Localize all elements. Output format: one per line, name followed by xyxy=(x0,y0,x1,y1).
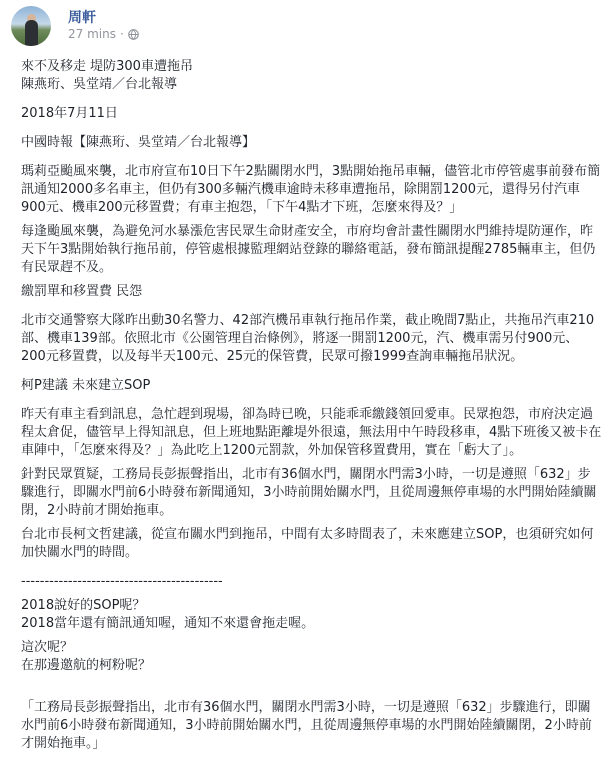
meta-separator: · xyxy=(119,27,124,41)
avatar[interactable] xyxy=(11,6,51,46)
divider-line: ------------------------------------------- xyxy=(21,574,223,589)
article-subheading: 柯P建議 未來建立SOP xyxy=(21,378,151,393)
article-source: 中國時報【陳燕珩、吳堂靖／台北報導】 xyxy=(21,135,256,150)
article-paragraph: 昨天有車主看到訊息，急忙趕到現場，卻為時已晚，只能乖乖繳錢領回愛車。民眾抱怨，市府決定過程太倉促，儘管早上得知訊息，但上班地點距離堤外很遠，無法用中午時段移車，4點下班後又被卡在車陣中，「怎麼來得及？」為此吃上1200元罰款，外加保管移置費用，實在「虧大了」。 xyxy=(21,407,602,458)
post-timestamp[interactable]: 27 mins xyxy=(68,27,116,41)
comment-line: 在那邊邀航的柯粉呢？ xyxy=(21,658,152,673)
article-subheading: 繳罰單和移置費 民怨 xyxy=(21,284,143,299)
globe-icon[interactable] xyxy=(128,29,139,40)
article-paragraph: 每逢颱風來襲，為避免河水暴漲危害民眾生命財產安全，市府均會計畫性關閉水門維持堤防運作，昨天下午3點開始執行拖吊前，停管處根據監理網站登錄的聯絡電話，發布簡訊提醒2785輛車主，但仍有民眾趕不及。 xyxy=(21,224,596,275)
comment-line: 2018當年還有簡訊通知喔，通知不來還會拖走喔。 xyxy=(21,616,315,631)
comment-line: 2018說好的SOP呢？ xyxy=(21,598,146,613)
article-paragraph: 針對民眾質疑，工務局長彭振聲指出，北市有36個水門，關閉水門需3小時，一切是遵照「632」步驟進行，即關水門前6小時發布新聞通知，3小時前開始關水門，且從周邊無停車場的水門開始陸續關閉，2小時前才開始拖車。 xyxy=(21,467,597,518)
article-paragraph: 北市交通警察大隊昨出動30名警力、42部汽機吊車執行拖吊作業，截止晚間7點止，共拖吊汽車210部、機車139部。依照北市《公園管理自治條例》，將逐一開罰1200元，汽、機車需另付900元、200元移置費，以及每半天100元、25元的保管費，民眾可撥1999查詢車輛拖吊狀況。 xyxy=(21,313,595,364)
article-paragraph: 台北市長柯文哲建議，從宣布關水門到拖吊，中間有太多時間表了，未來應建立SOP，也須研究如何加快關水門的時間。 xyxy=(21,527,594,560)
article-date: 2018年7月11日 xyxy=(21,106,118,121)
post-body xyxy=(21,58,603,753)
article-byline: 陳燕珩、吳堂靖／台北報導 xyxy=(21,77,178,92)
quoted-statement: 「工務局長彭振聲指出，北市有36個水門，關閉水門需3小時，一切是遵照「632」步驟進行，即關水門前6小時發布新聞通知，3小時前開始關水門，且從周邊無停車場的水門開始陸續關閉，2小時前才開始拖車。」 xyxy=(21,700,592,751)
comment-line: 這次呢？ xyxy=(21,640,74,655)
author-name[interactable]: 周軒 xyxy=(68,10,96,26)
post-meta xyxy=(68,27,139,41)
article-title: 來不及移走 堤防300車遭拖吊 xyxy=(21,59,193,74)
article-paragraph: 瑪莉亞颱風來襲，北市府宣布10日下午2點關閉水門，3點開始拖吊車輛，儘管北市停管處事前發布簡訊通知2000多名車主，但仍有300多輛汽機車逾時未移車遭拖吊，除開罰1200元，還得另付汽車900元、機車200元移置費；有車主抱怨，「下午4點才下班，怎麼來得及？」 xyxy=(21,164,601,215)
